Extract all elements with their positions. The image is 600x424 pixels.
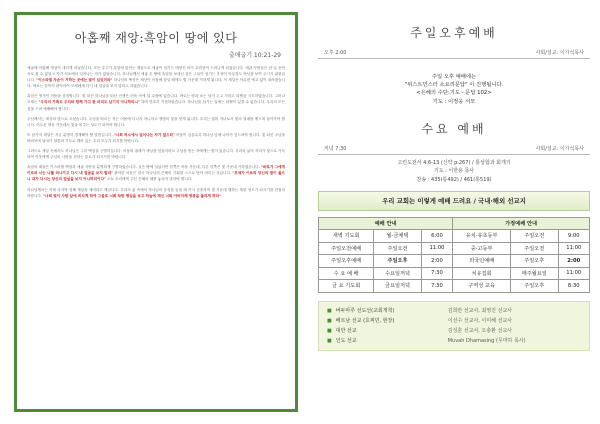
schedule-cell: 월-금채택 [374, 230, 421, 243]
wednesday-presider: 사회/설교: 이가석목사 [535, 145, 584, 152]
sermon-text: 흑암은 영적인 어둠을 상징합니다. 빛 되신 하나님을 떠난 인생은 어둠 속에 살 수밖에 없습니다. 바로는 양과 소는 남겨 두고 가라고 타협을 시도하였습니다. 그러나 모세는 [27, 94, 285, 105]
schedule-cell: 주일오후 [511, 255, 558, 268]
schedule-cell: 11:00 [558, 242, 590, 255]
schedule-cell: 9:00 [558, 230, 590, 243]
wednesday-service-title: 수요 예배 [421, 121, 487, 136]
mission-people: 이선수 선교사, 이미혜 선교사 [447, 317, 513, 324]
schedule-row [319, 242, 590, 255]
sermon-panel [14, 12, 298, 412]
worship-panel [318, 14, 590, 418]
sermon-paragraph [27, 187, 285, 199]
mission-item [327, 336, 581, 346]
afternoon-notice [318, 73, 590, 106]
mission-people: Muvah Dhamasing (무마하 목사) [447, 337, 526, 344]
schedule-cell: 주일오전 [511, 242, 558, 255]
sermon-paragraph [27, 164, 285, 182]
schedule-cell: 구역성 교육 [453, 280, 511, 293]
sermon-text: 하나님께서는 이제 마지막 열째 재앙을 예비하고 계십니다. 우리의 삶 속에서 하나님의 음성을 들을 때 즉시 순종하여 빛 가운데 행하는 복된 성도가 되시기를 간절히 바랍니다. [27, 187, 285, 198]
scripture-quote: "너희 처소에서 일어나는 자가 없으되" [113, 132, 175, 137]
scripture-quote: "바로가 그에게 이르되 너는 나를 떠나가고 다시 내 얼굴을 보지 말라" [27, 165, 285, 176]
scripture-quote: "이스라엘 자손이 거하는 곳에는 빛이 있었더라" [36, 78, 113, 83]
sermon-text: 완악한 마음은 결국 하나님의 은혜의 기회를 스스로 닫아 버리는 것입니다. [112, 171, 233, 176]
schedule-header-group: 가정예배 안내 [453, 217, 590, 230]
sermon-text: 오늘 우리에게 주신 은혜의 때를 놓치지 말아야 합니다. [105, 177, 193, 182]
wednesday-details [318, 159, 590, 185]
schedule-cell: 11:00 [558, 267, 590, 280]
mission-people: 김성훈 선교사, 오충환 선교사 [447, 327, 513, 334]
sermon-body [27, 65, 285, 199]
sermon-text: 흑암의 재앙은 이스라엘 백성과 애굽 사람을 분명하게 구별하였습니다. 같은 땅에 살았지만 한쪽은 어둠 가운데, 다른 한쪽은 빛 가운데 거하였습니다. [27, 165, 262, 170]
scripture-quote: "모세가 이르되 당신의 말이 옳으니 내가 다시는 당신의 얼굴을 보지 아니하리이다" [27, 171, 285, 182]
schedule-cell: 7:30 [421, 267, 452, 280]
sermon-text: 어둠이 깊을수록 하나님 앞에 나아가 엎드려야 합니다. 빛 되신 주님을 바라보며 날마다 말씀과 기도로 깨어 있는 우리 모두가 되기를 바랍니다. [27, 132, 285, 143]
mission-item [327, 306, 581, 316]
scripture-quote: "우리의 가축도 우리와 함께 가고 한 마리도 남기지 아니하리니" [38, 100, 140, 105]
sermon-paragraph [27, 132, 285, 144]
mission-label: 베트남 선교 (호찌민, 현장) [335, 317, 395, 324]
schedule-body [319, 230, 590, 293]
schedule-cell: 주일오전 [374, 242, 421, 255]
sermon-text: 하나님의 백성은 세상이 어둠에 덮일 때에도 빛 가운데 거하게 됩니다. 이 재앙은 아무런 예고 없이 내려졌습니다. 바로는 끝까지 완악하여 모세에게 다시 내 얼굴을 보지 말라고 하였습니다. [27, 78, 285, 89]
schedule-row [319, 280, 590, 293]
sermon-text: 그러므로 재앙 속에서도 하나님은 그의 백성을 구별하십니다. 어둠의 권세가 세상을 덮을지라도 주님을 믿는 자에게는 빛이 있습니다. 우리의 삶의 자리가 빛으로 가득하여 이웃에게 주님의 사랑을 전하는 통로가 되시기를 바랍니다. [27, 149, 285, 160]
schedule-cell: 주일오후 [374, 255, 421, 268]
mission-item [327, 316, 581, 326]
sermon-title: 아홉째 재앙:흑암이 땅에 있다 [74, 31, 238, 45]
afternoon-line: 기도 : 이정웅 서모 [432, 98, 476, 105]
schedule-cell: 수요일저녁 [374, 267, 421, 280]
schedule-cell: 8:30 [558, 280, 590, 293]
schedule-cell: 수 요 예 배 [319, 267, 374, 280]
schedule-cell: 새벽 기도회 [319, 230, 374, 243]
schedule-row [319, 255, 590, 268]
scripture-quote: "너희 빛이 사람 앞에 비치게 하여 그들로 너희 착한 행실을 보고 하늘에 계신 너희 아버지께 영광을 돌리게 하라" [43, 193, 221, 198]
sermon-text: 애굽에 아홉째 재앙이 내리게 되었습니다. 모든 우주가 흑암에 덮이는 재앙으로 애굽이 섬기는 태양신 라가 무력함이 드러나게 되었습니다. 애굽 사람들은 삼 일 동안 서로 볼 수 없었고 자기 처소에서 일어나는 자가 없었습니다. 하나님께서 애굽 온 땅에 흑암을 보내신 것은 그들이 섬기는 우상이 아무것도 아님을 보여 주시기 위함입니다. [27, 66, 285, 83]
afternoon-service-meta [318, 41, 590, 59]
afternoon-time: 오후 2:00 [324, 50, 347, 56]
mission-item [327, 326, 581, 336]
schedule-banner: 우리 교회는 이렇게 예배 드려요 / 국내·해외 선교지 [318, 191, 590, 211]
mission-people: 김희란 선교사, 최영진 선교사 [447, 307, 513, 314]
afternoon-line: 주일 오후 예배에는 [431, 74, 477, 80]
scripture-reference: 출애굽기 10:21-29 [228, 52, 281, 59]
sermon-text: 하며 단호히 거절하였습니다. 하나님을 섬기는 일에는 타협이 있을 수 없습니다. 우리의 모든 것을 드려 예배해야 합니다. [27, 100, 285, 111]
square-bullet-icon: ■ [327, 327, 332, 334]
schedule-cell: 11:00 [421, 242, 452, 255]
sermon-text: 또 한가지 재앙은 지금 분명히 경계해야 할 말씀입니다. [27, 132, 114, 137]
missions-list [318, 301, 590, 351]
wednesday-service-meta [318, 137, 590, 155]
sermon-paragraph [27, 116, 285, 128]
schedule-row [319, 267, 590, 280]
wednesday-line: 기도 : 이한용 목사 [433, 168, 475, 175]
schedule-cell: 2:00 [421, 255, 452, 268]
sermon-paragraph [27, 148, 285, 160]
mission-label: 대만 선교 [335, 327, 357, 334]
schedule-cell: 매주월요일 [511, 267, 558, 280]
square-bullet-icon: ■ [327, 307, 332, 314]
square-bullet-icon: ■ [327, 317, 332, 324]
schedule-header-worship: 예배 안내 [319, 217, 453, 230]
schedule-row [319, 230, 590, 243]
schedule-cell: 중·고등부 [453, 242, 511, 255]
square-bullet-icon: ■ [327, 337, 332, 344]
worship-schedule-table [318, 217, 590, 293]
mission-label: 인도 선교 [335, 337, 357, 344]
schedule-cell: 주일오후 [511, 280, 558, 293]
schedule-cell: 치유집회 [453, 267, 511, 280]
mission-label: 버두마루 선도선(교회개척) [335, 307, 395, 314]
schedule-cell: 7:30 [421, 280, 452, 293]
schedule-cell: 유치·유초등부 [453, 230, 511, 243]
schedule-cell: 외국인예배 [453, 255, 511, 268]
schedule-cell: 금 요 기도회 [319, 280, 374, 293]
sermon-text: 주님께서는 세상의 빛으로 오셨습니다. 주님을 따르는 자는 어둠에 다니지 아니하고 생명의 빛을 얻게 됩니다. 우리는 빛의 자녀로서 빛의 열매를 맺으며 살아가야 합니다. 어두운 세상 가운데서 빛을 비추는 성도가 되어야 합니다. [27, 116, 285, 127]
afternoon-service-title: 주일오후예배 [410, 26, 498, 40]
schedule-cell: 주일오전 [511, 230, 558, 243]
schedule-cell: 금요일저녁 [374, 280, 421, 293]
schedule-cell: 주일오후예배 [319, 255, 374, 268]
afternoon-presider: 사회/설교: 이가석목사 [535, 50, 584, 56]
afternoon-line: "위스트민스터 소요리문답" 이 진행됩니다. [404, 82, 504, 89]
schedule-cell: 6:00 [421, 230, 452, 243]
wednesday-time: 저녁 7:30 [324, 145, 347, 152]
wednesday-line: 고린도전서 4:6-13 (신약 p.267) / 통성합과 회개기 [397, 159, 511, 166]
schedule-cell: 주일오전예배 [319, 242, 374, 255]
schedule-cell: 2:00 [558, 255, 590, 268]
sermon-paragraph [27, 65, 285, 89]
wednesday-line: 찬송 : 435(통492) / 461(통519) [416, 177, 492, 183]
sermon-paragraph [27, 93, 285, 111]
afternoon-line: <은혜의 수단:기도 - 문답 102> [416, 90, 492, 97]
